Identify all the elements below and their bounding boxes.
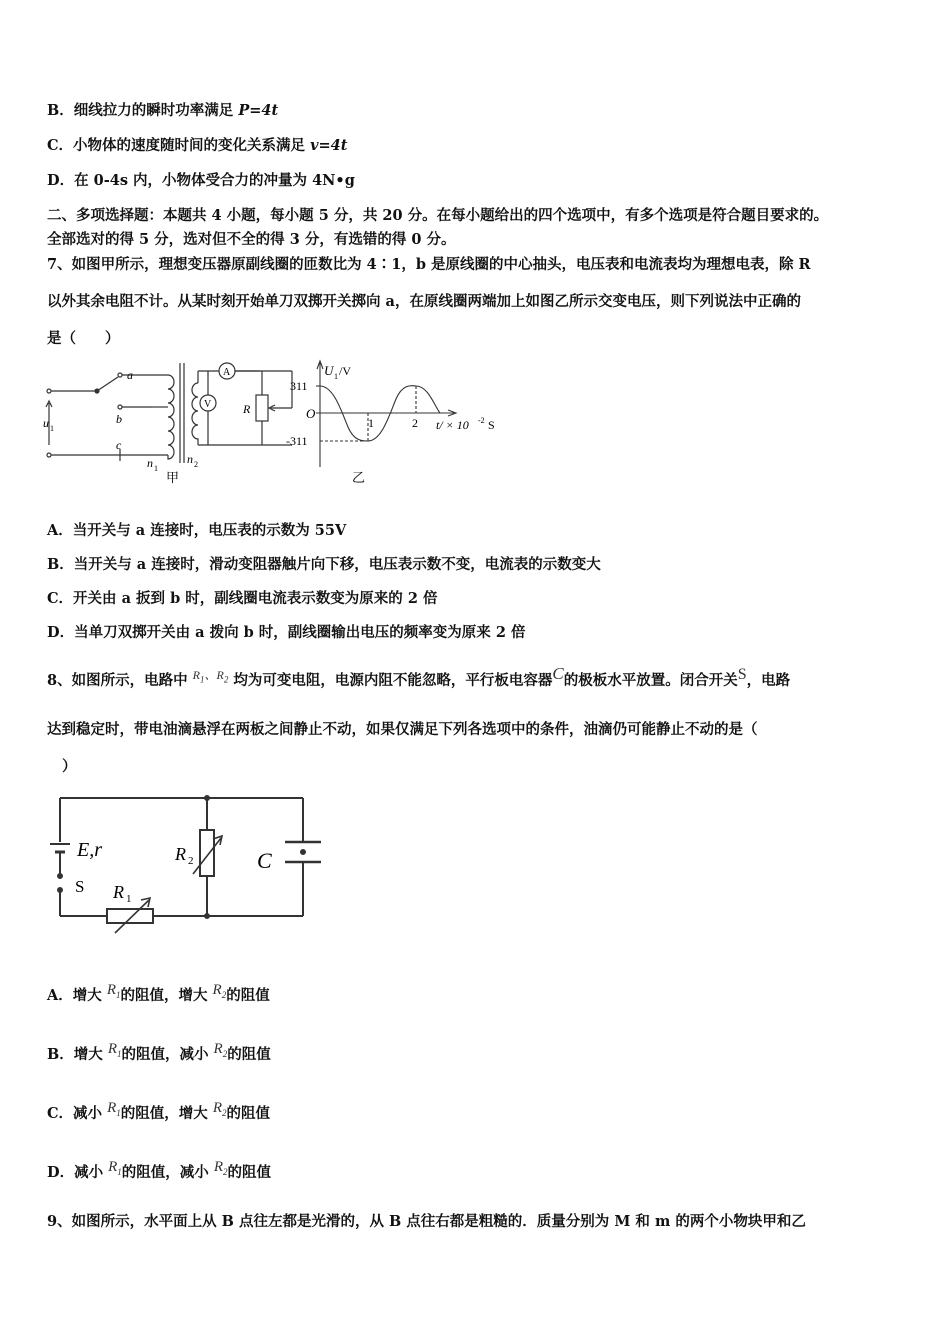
switch-label: S [75,877,85,896]
q7-stem-line2: 以外其余电阻不计。从某时刻开始单刀双掷开关掷向 a，在原线圈两端加上如图乙所示交变电压，则下列说法中正确的 [47,293,801,310]
tick-ymin: -311 [286,434,308,448]
voltmeter-icon: V [204,399,212,410]
figure-caption-yi: 乙 [352,470,366,485]
section-header-line2: 全部选对的得 5 分，选对但不全的得 3 分，有选错的得 0 分。 [47,231,456,248]
formula: P=4t [238,102,279,119]
symbol-c: C [552,664,564,683]
q7-stem-line3: 是（ ） [47,330,120,347]
voltage-waveform-figure [282,355,522,490]
tick-x1: 1 [368,416,374,430]
label-n1-sub: 1 [154,464,158,473]
section-header-line1: 二、多项选择题：本题共 4 小题，每小题 5 分，共 20 分。在每小题给出的四个选项中，有多个选项是符合题目要求的。 [47,207,829,224]
formula: v=4t [310,137,348,154]
label-a: a [127,368,133,382]
symbol-r2: R2 [216,668,229,685]
r1-label: R [113,882,124,902]
tick-ymax: 311 [290,379,308,393]
q8-option-b: B．增大 $R_1$的阻值，减小 $R_2$的阻值 [47,1041,271,1063]
x-axis-unit: S [488,418,495,432]
rc-circuit-figure [45,790,345,940]
q7-option-a: A．当开关与 a 连接时，电压表的示数为 55V [47,522,347,539]
figure-caption-jia: 甲 [166,470,180,485]
x-axis-exp: -2 [478,416,485,425]
label-n1: n [147,456,153,470]
y-axis-label-sub: 1 [334,372,338,381]
transformer-circuit-figure [40,355,300,490]
label-u1: u [43,416,49,430]
q8-stem-line1: 8、如图所示，电路中 $^{R_1、R_2}$ 均为可变电阻，电源内阻不能忽略，平行板电容器C的极板水平放置。闭合开关S，电路 [47,664,791,689]
x-axis-label: t/ × 10 [436,418,469,432]
q7-option-d: D．当单刀双掷开关由 a 拨向 b 时，副线圈输出电压的频率变为原来 2 倍 [47,624,526,641]
label-n2: n [187,452,193,466]
source-label: E,r [77,839,102,861]
cap-label: C [257,848,272,873]
symbol-s: S [737,666,747,683]
q8-option-a: A．增大 $R_1$的阻值，增大 $R_2$的阻值 [47,982,270,1004]
q8-option-d: D．减小 $R_1$的阻值，减小 $R_2$的阻值 [47,1159,272,1181]
y-axis-label: U [324,363,334,378]
label-u1-sub: 1 [50,424,54,433]
q6-option-d: D．在 0-4s 内，小物体受合力的冲量为 4N•g [47,172,355,189]
label-b: b [116,412,122,426]
q7-option-c: C．开关由 a 扳到 b 时，副线圈电流表示数变为原来的 2 倍 [47,590,438,607]
r1-label-sub: 1 [126,893,132,905]
label-R: R [243,402,251,416]
q9-stem-line1: 9、如图所示，水平面上从 B 点往左都是光滑的，从 B 点往右都是粗糙的．质量分别为 M 和 m 的两个小物块甲和乙 [47,1213,806,1230]
q8-option-c: C．减小 $R_1$的阻值，增大 $R_2$的阻值 [47,1100,270,1122]
r2-label: R [175,844,186,864]
symbol-r1: R1 [192,668,205,685]
y-axis-unit: /V [339,364,351,378]
q7-option-b: B．当开关与 a 连接时，滑动变阻器触片向下移，电压表示数不变，电流表的示数变大 [47,556,601,573]
label-c: c [116,438,122,452]
ammeter-icon: A [223,367,231,378]
label-n2-sub: 2 [194,460,198,469]
r2-label-sub: 2 [188,855,194,867]
q8-stem-line3: ） [62,758,77,775]
q6-option-c: C．小物体的速度随时间的变化关系满足 v=4t [47,137,348,154]
q8-stem-line2: 达到稳定时，带电油滴悬浮在两板之间静止不动，如果仅满足下列各选项中的条件，油滴仍可能静止不动的是（ [47,721,758,738]
q7-stem-line1: 7、如图甲所示，理想变压器原副线圈的匝数比为 4∶1，b 是原线圈的中心抽头，电压表和电流表均为理想电表，除 R [47,256,811,273]
q6-option-b: B．细线拉力的瞬时功率满足 P=4t [47,102,279,119]
tick-x2: 2 [412,416,418,430]
origin-label: O [306,406,316,421]
